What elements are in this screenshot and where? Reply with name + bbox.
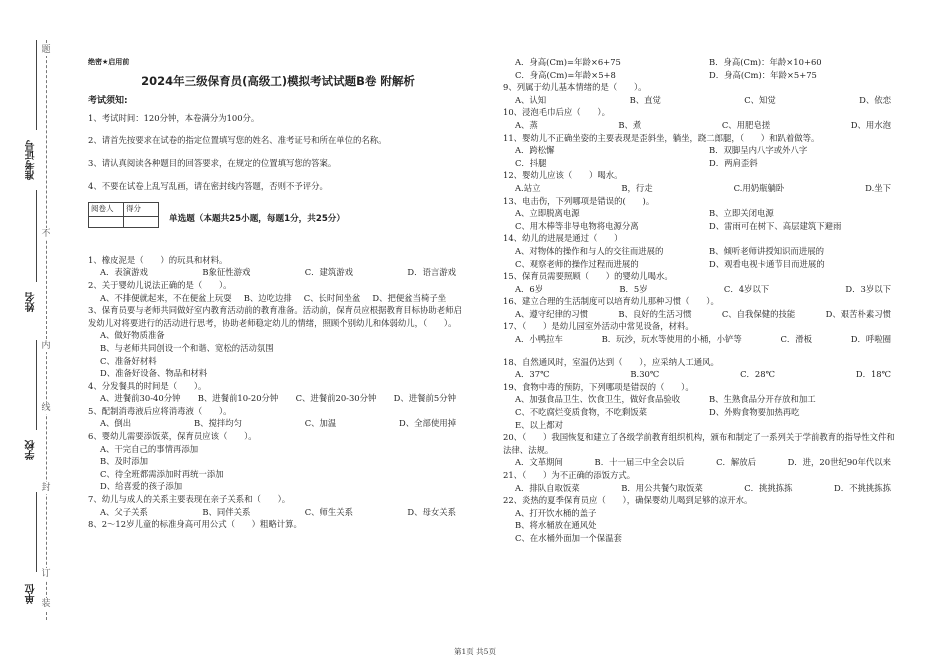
option-row — [503, 368, 903, 381]
answer-option[interactable]: D．进，20世纪90年代以来 — [787, 457, 891, 468]
unit-field[interactable] — [36, 492, 37, 572]
question-text: 4、分发餐具的时间是（ ）。 — [88, 380, 207, 391]
answer-option[interactable]: A、对物体的操作和与人的交往而进展的 — [515, 245, 664, 256]
option-row — [503, 157, 903, 170]
notice-heading: 考试须知: — [88, 96, 128, 107]
answer-option[interactable]: D、把便盆当椅子坐 — [372, 292, 447, 303]
option-row — [503, 119, 903, 132]
option-row — [503, 283, 903, 296]
answer-option[interactable]: B．十一届三中全会以后 — [594, 457, 685, 468]
question-text: 17、（ ）是幼儿园室外活动中常见设备，材料。 — [503, 321, 694, 332]
option-row — [88, 392, 468, 405]
option-row — [503, 258, 903, 271]
option-row — [503, 393, 903, 406]
answer-option[interactable]: C、知觉 — [744, 94, 776, 105]
answer-option[interactable]: A．37℃ — [515, 369, 550, 380]
notice-item: 3、请认真阅读各种题目的回答要求，在规定的位置填写您的答案。 — [88, 157, 337, 168]
option-row — [503, 220, 903, 233]
answer-option[interactable]: A．表演游戏 — [100, 267, 148, 278]
answer-option[interactable]: A、做好物质准备 — [100, 330, 165, 341]
question-text: 22、炎热的夏季保育员应（ ），确保婴幼儿喝到足够的凉开水。 — [503, 495, 753, 506]
school-label: 学校 — [26, 440, 37, 460]
answer-option[interactable]: A、不排便就起来，不在便盆上玩耍 — [100, 292, 232, 303]
answer-option[interactable]: D、雷雨可在树下、高层建筑下避雨 — [709, 220, 842, 231]
answer-option[interactable]: D、用水泡 — [850, 119, 891, 130]
answer-option[interactable]: C．4岁以下 — [723, 283, 770, 294]
score-header: 得分 — [124, 203, 159, 217]
option-row — [503, 419, 903, 432]
answer-option[interactable]: C．解放后 — [716, 457, 756, 468]
answer-option[interactable]: A．6岁 — [515, 283, 544, 294]
ticket-number-label: 准考证号 — [26, 140, 37, 180]
seal-dashed-line — [46, 40, 47, 620]
answer-option[interactable]: B象征性游戏 — [202, 267, 251, 278]
option-row — [503, 182, 903, 195]
answer-option[interactable]: C．抖腿 — [515, 157, 547, 168]
answer-option[interactable]: A．身高(Cm)=年龄×6+75 — [515, 57, 621, 67]
answer-option[interactable]: B．玩沙，玩水等使用的小桶，小铲等 — [601, 334, 742, 345]
option-row — [88, 266, 468, 279]
answer-option[interactable]: B、搅拌均匀 — [193, 418, 242, 429]
question-text: 18、自然通风时，室温仍达到（ ），应采纳人工通风。 — [503, 356, 719, 367]
question-text: 9、列属于幼儿基本情绪的是（ ）。 — [503, 82, 647, 93]
spacer — [503, 346, 903, 356]
seal-char: 订 — [41, 569, 51, 579]
answer-option[interactable]: B、边吃边排 — [243, 292, 292, 303]
answer-option[interactable]: C．滑板 — [780, 334, 813, 345]
answer-option[interactable]: C、待全班都需添加时再统一添加 — [100, 468, 224, 479]
option-row — [503, 482, 903, 495]
answer-option[interactable]: C、准备好材料 — [100, 355, 157, 366]
notice-item: 2、请首先按要求在试卷的指定位置填写您的姓名、准考证号和所在单位的名称。 — [88, 135, 387, 146]
question-text: 6、婴幼儿需要添饭菜，保育员应该（ ）。 — [88, 431, 257, 442]
answer-option[interactable]: C、长时间坐盆 — [303, 292, 361, 303]
question-text: 20、（ ）我国恢复和建立了各级学前教育组织机构，颁布和制定了一系列关于学前教育的指导性文件和法律、法规。 — [503, 432, 895, 455]
answer-option[interactable]: C.用奶瓶躺卧 — [733, 182, 785, 193]
answer-option[interactable]: C、不吃腐烂变质食物，不吃剩饭菜 — [515, 407, 648, 418]
option-row — [503, 94, 903, 107]
question-text: 1、橡皮泥是（ ）的玩具和材料。 — [88, 254, 228, 265]
question-text: 15、保育员需要照顾（ ）的婴幼儿喝水。 — [503, 271, 673, 282]
seal-char: 封 — [41, 483, 51, 493]
question-text: 2、关于婴幼儿说法正确的是（ ）。 — [88, 279, 232, 290]
reviewer-cell[interactable] — [89, 216, 124, 227]
question-text: 13、电击伤，下列哪项是错误的( )。 — [503, 195, 655, 206]
seal-char: 线 — [41, 403, 51, 413]
answer-option[interactable]: D．18℃ — [855, 369, 891, 380]
question-text: 3、保育员要与老师共同做好室内教育活动前的教育准备。活动前，保育员应根据教育目标协助老师启发幼儿对将要进行的活动进行思考，协助老师稳定幼儿的情绪，照顾个别幼儿和体弱幼儿，（ ）。 — [88, 305, 462, 328]
answer-option[interactable]: C．28℃ — [740, 369, 775, 380]
secret-mark: 绝密★启用前 — [88, 58, 130, 66]
reviewer-header: 阅卷人 — [89, 203, 124, 217]
answer-option[interactable]: D、外购食物要加热再吃 — [709, 407, 800, 418]
option-row — [503, 308, 903, 321]
answer-option[interactable]: B、立即关闭电源 — [709, 208, 774, 219]
answer-option[interactable]: C、加温 — [304, 418, 337, 429]
right-column — [503, 56, 903, 545]
name-field[interactable] — [36, 190, 37, 282]
answer-option[interactable]: A、加强食品卫生、饮食卫生，做好食品验收 — [515, 394, 681, 405]
option-row — [503, 207, 903, 220]
school-field[interactable] — [36, 340, 37, 430]
answer-option[interactable]: D、观看电视卡通节目而进展的 — [709, 258, 825, 269]
question-list-right — [503, 56, 903, 545]
notice-item: 4、不要在试卷上乱写乱画，请在密封线内答题，否则不予评分。 — [88, 180, 328, 191]
answer-option[interactable]: C、进餐前20-30分钟 — [295, 393, 377, 404]
question-text: 7、幼儿与成人的关系主要表现在亲子关系和（ ）。 — [88, 494, 291, 505]
answer-option[interactable]: B、良好的生活习惯 — [618, 308, 692, 319]
option-row — [503, 144, 903, 157]
answer-option[interactable]: A．文革期间 — [515, 457, 563, 468]
answer-option[interactable]: D．不挑挑拣拣 — [834, 482, 891, 493]
score-box — [88, 202, 468, 228]
answer-option[interactable]: A、遵守纪律的习惯 — [515, 308, 589, 319]
answer-option[interactable]: B.30℃ — [630, 369, 660, 380]
answer-option[interactable]: D、进餐前5分钟 — [393, 393, 456, 404]
answer-option[interactable]: C．挑挑拣拣 — [744, 482, 793, 493]
answer-option[interactable]: B、进餐前10-20分钟 — [197, 393, 279, 404]
answer-option[interactable]: A．排队自取饭菜 — [515, 482, 580, 493]
answer-option[interactable]: A、蒸 — [515, 119, 538, 130]
answer-option[interactable]: C、自我保健的技能 — [721, 308, 796, 319]
seal-char: 题 — [41, 45, 51, 55]
answer-option[interactable]: C、观察老师的操作过程而进展的 — [515, 258, 639, 269]
seal-char: 装 — [41, 599, 51, 609]
ticket-number-field[interactable] — [36, 40, 37, 130]
option-row — [503, 456, 903, 469]
answer-option[interactable]: A、立即脱离电源 — [515, 208, 580, 219]
unit-label: 单位 — [26, 584, 37, 604]
answer-option[interactable]: C、师生关系 — [304, 506, 354, 517]
question-text: 11、婴幼儿不正确坐姿的主要表现是歪斜坐，躺坐，跷二郎腿，（ ）和趴着做等。 — [503, 132, 820, 143]
answer-option[interactable]: C、用肥皂搓 — [721, 119, 771, 130]
answer-option[interactable]: B、倾听老师讲授知识而进展的 — [709, 245, 825, 256]
answer-option[interactable]: A.站立 — [515, 182, 541, 193]
answer-option[interactable]: D．呼啦圈 — [850, 334, 891, 345]
answer-option[interactable]: C、在水桶外面加一个保温套 — [515, 532, 622, 543]
binding-margin — [0, 0, 62, 671]
question-text: 14、幼儿的进展是通过（ ） — [503, 233, 623, 244]
name-label: 姓名 — [26, 292, 37, 312]
answer-option[interactable]: A、认知 — [515, 94, 547, 105]
answer-option[interactable]: A．跨松懈 — [515, 145, 555, 156]
answer-option[interactable]: A、进餐前30-40分钟 — [100, 393, 181, 404]
answer-option[interactable]: D、给喜爱的孩子添加 — [100, 481, 183, 492]
question-text: 5、配制消毒液后应将消毒液（ ）。 — [88, 405, 232, 416]
answer-option[interactable]: B、及时添加 — [100, 456, 149, 467]
option-row — [88, 292, 468, 305]
section-title: 单选题（本题共25小题，每题1分，共25分） — [169, 213, 345, 224]
option-row — [503, 245, 903, 258]
question-text: 12、婴幼儿应该（ ）喝水。 — [503, 170, 623, 181]
question-text: 16、建立合理的生活制度可以培育幼儿那种习惯（ ）。 — [503, 296, 719, 307]
answer-option[interactable]: D．身高(Cm)：年龄×5+75 — [709, 69, 817, 80]
answer-option[interactable]: D、艰苦朴素习惯 — [825, 308, 891, 319]
answer-option[interactable]: B．双脚呈内八字或外八字 — [709, 145, 808, 156]
left-column — [88, 56, 468, 531]
question-text: 10、浸泡毛巾后应（ ）。 — [503, 107, 610, 118]
answer-option[interactable]: C、用木棒等非导电物将电源分离 — [515, 220, 639, 231]
answer-option[interactable]: D.坐下 — [865, 182, 891, 193]
answer-option[interactable]: C．建筑游戏 — [304, 267, 354, 278]
answer-option[interactable]: A、倒出 — [100, 418, 132, 429]
answer-option[interactable]: D、母女关系 — [407, 506, 456, 517]
option-row — [503, 406, 903, 419]
page-footer: 第1页 共5页 — [454, 647, 496, 656]
answer-option[interactable]: A．小鸭拉车 — [515, 334, 563, 345]
score-table — [88, 202, 159, 228]
answer-option[interactable]: D、依恋 — [859, 94, 891, 105]
option-row — [88, 506, 468, 519]
answer-option[interactable]: B、直觉 — [629, 94, 661, 105]
answer-option[interactable]: D．两肩歪斜 — [709, 157, 758, 168]
option-row — [88, 417, 468, 430]
answer-option[interactable]: B、将水桶放在通风处 — [515, 520, 597, 531]
answer-option[interactable]: B．身高(Cm)：年龄×10+60 — [709, 57, 822, 67]
answer-option[interactable]: D．3岁以下 — [845, 283, 891, 294]
answer-option[interactable]: B．5岁 — [619, 283, 648, 294]
answer-option[interactable]: B、煮 — [618, 119, 642, 130]
answer-option[interactable]: A、打开饮水桶的盖子 — [515, 507, 597, 518]
answer-option[interactable]: D、准备好设备、物品和材料 — [100, 368, 208, 379]
answer-option[interactable]: B、与老师共同创设一个和谐、宽松的活动氛围 — [100, 342, 274, 353]
answer-option[interactable]: B、生熟食品分开存放和加工 — [709, 394, 816, 405]
answer-option[interactable]: C．身高(Cm)=年龄×5+8 — [515, 69, 616, 80]
option-row — [503, 69, 903, 82]
notice-item: 1、考试时间：120分钟，本卷满分为100分。 — [88, 112, 260, 123]
score-cell[interactable] — [124, 216, 159, 227]
page-title: 2024年三级保育员(高级工)模拟考试试题B卷 附解析 — [141, 73, 415, 88]
answer-option[interactable]: D．语言游戏 — [407, 267, 456, 278]
answer-option[interactable]: B，行走 — [621, 182, 653, 193]
answer-option[interactable]: E、以上都对 — [515, 419, 563, 430]
question-text: 21、（ ）为不正确的添饭方式。 — [503, 470, 636, 480]
option-row — [503, 333, 903, 346]
question-list-left — [88, 254, 468, 531]
question-text: 8、2～12岁儿童的标准身高可用公式（ ）粗略计算。 — [88, 519, 302, 530]
answer-option[interactable]: A、干完自己的事情再添加 — [100, 443, 199, 454]
seal-char: 内 — [41, 341, 51, 351]
answer-option[interactable]: A、父子关系 — [100, 506, 148, 517]
seal-char: 不 — [41, 229, 51, 239]
question-text: 19、食物中毒的预防，下列哪项是错误的（ ）。 — [503, 381, 694, 392]
answer-option[interactable]: B．用公共餐勺取饭菜 — [621, 482, 703, 493]
option-row — [503, 56, 903, 69]
answer-option[interactable]: D、全部使用掉 — [399, 418, 456, 429]
answer-option[interactable]: B、同伴关系 — [202, 506, 251, 517]
